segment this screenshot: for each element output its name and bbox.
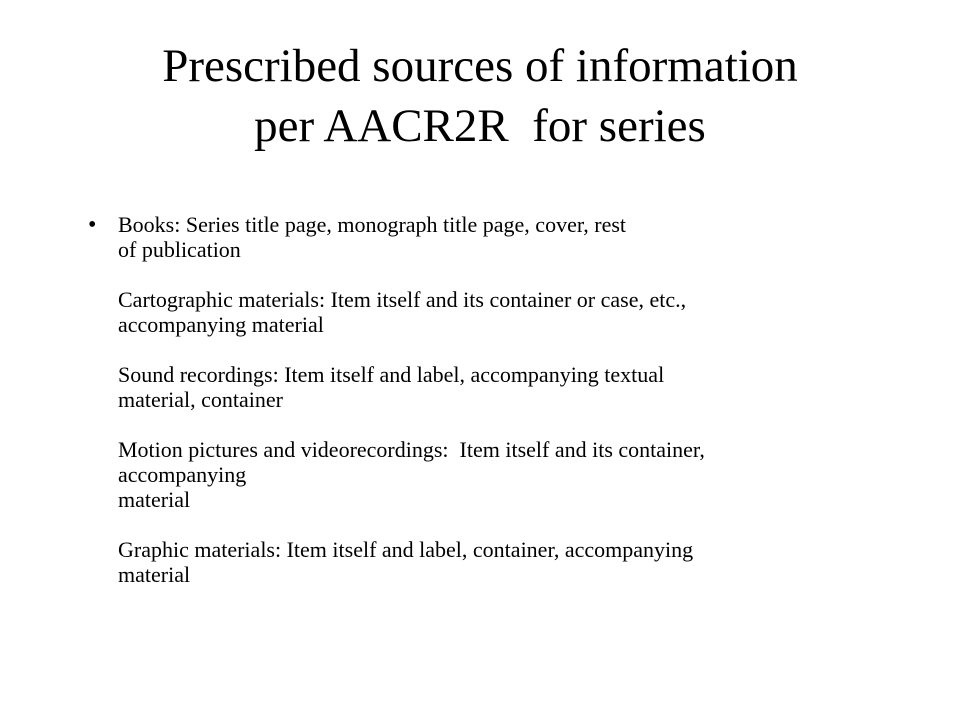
title-line-1: Prescribed sources of information (162, 40, 798, 92)
motion-line-2: accompanying (118, 462, 247, 487)
bullet-item (88, 212, 848, 587)
paragraph-spacer (118, 337, 848, 362)
sound-line-2: material, container (118, 387, 283, 412)
cartographic-line-1: Cartographic materials: Item itself and its container or case, etc., (118, 287, 687, 312)
graphic-line-1: Graphic materials: Item itself and label, container, accompanying (118, 537, 694, 562)
slide-body (88, 212, 848, 587)
paragraph-books (118, 212, 848, 262)
paragraph-sound-recordings (118, 362, 848, 412)
paragraph-spacer (118, 262, 848, 287)
motion-line-3: material (118, 487, 191, 512)
books-line-1: Books: Series title page, monograph title page, cover, rest (118, 212, 627, 237)
paragraph-graphic-materials (118, 537, 848, 587)
title-line-2: per AACR2R for series (254, 100, 706, 152)
paragraph-spacer (118, 512, 848, 537)
sound-line-1: Sound recordings: Item itself and label, accompanying textual (118, 362, 665, 387)
slide-title (0, 36, 960, 156)
cartographic-line-2: accompanying material (118, 312, 324, 337)
paragraph-spacer (118, 412, 848, 437)
paragraph-motion-pictures (118, 437, 848, 512)
paragraph-cartographic-materials (118, 287, 848, 337)
bullet-icon: • (88, 212, 97, 238)
books-line-2: of publication (118, 237, 241, 262)
graphic-line-2: material (118, 562, 191, 587)
motion-line-1: Motion pictures and videorecordings: Item itself and its container, (118, 437, 705, 462)
